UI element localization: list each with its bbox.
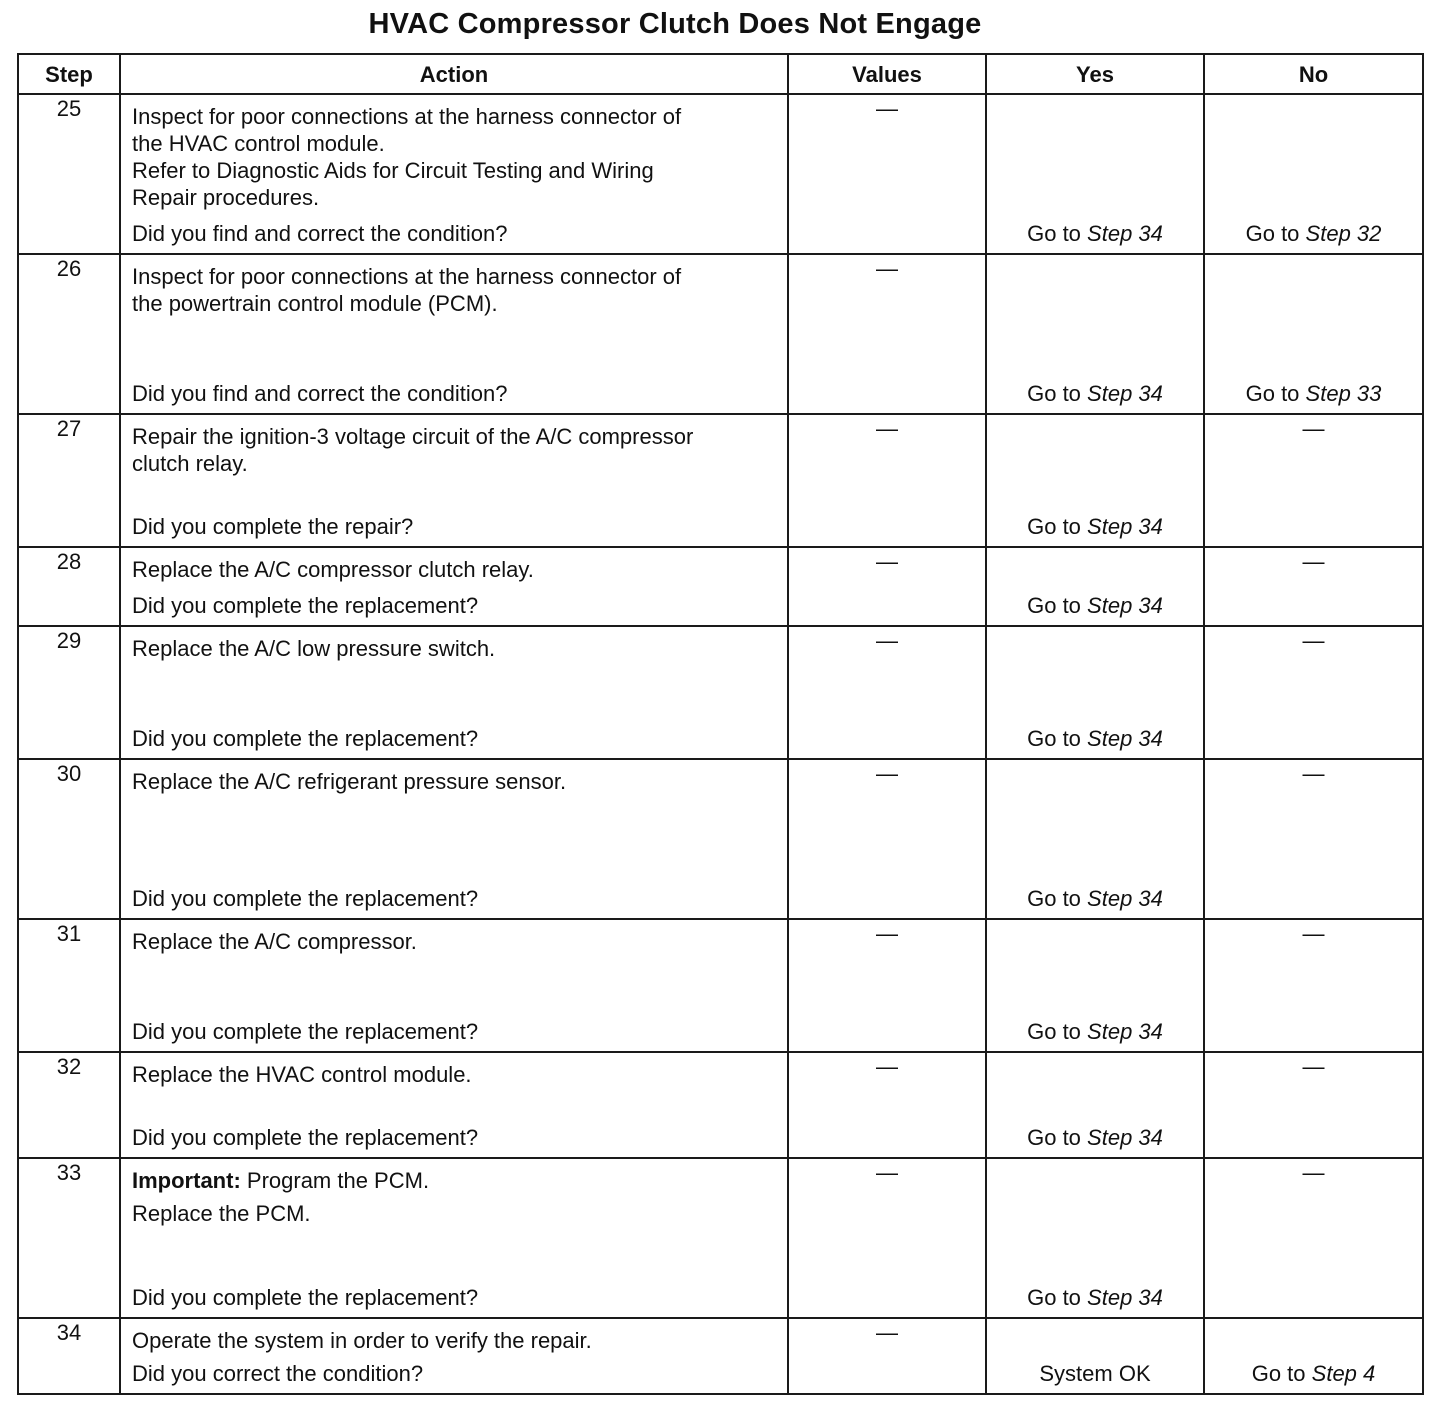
no-step-ref: Step 33 xyxy=(1305,381,1382,406)
action-cell xyxy=(120,626,788,759)
yes-step-ref: Step 34 xyxy=(1087,514,1163,539)
action-cell xyxy=(120,1052,788,1158)
yes-cell: System OK xyxy=(986,1318,1204,1394)
values-cell: — xyxy=(788,1318,986,1394)
action-cell xyxy=(120,759,788,919)
yes-prefix: Go to xyxy=(1027,514,1081,539)
action-line: Replace the A/C low pressure switch. xyxy=(132,636,496,661)
values-cell: — xyxy=(788,94,986,254)
no-prefix: Go to xyxy=(1245,221,1300,246)
yes-cell xyxy=(986,1052,1204,1158)
yes-prefix: Go to xyxy=(1027,1125,1081,1150)
step-number: 31 xyxy=(18,919,120,1052)
action-line: Refer to Diagnostic Aids for Circuit Testing and Wiring xyxy=(132,158,654,183)
no-cell xyxy=(1204,94,1423,254)
diagnostic-table xyxy=(17,53,1424,1395)
header-values: Values xyxy=(788,54,986,94)
yes-prefix: Go to xyxy=(1027,381,1081,406)
action-line: the powertrain control module (PCM). xyxy=(132,291,498,316)
action-question: Did you find and correct the condition? xyxy=(132,381,508,406)
values-cell: — xyxy=(788,759,986,919)
yes-step-ref: Step 34 xyxy=(1087,1019,1163,1044)
values-cell: — xyxy=(788,626,986,759)
table-row xyxy=(18,759,1423,919)
table-header-row xyxy=(18,54,1423,94)
no-cell: — xyxy=(1204,414,1423,547)
yes-step-ref: Step 34 xyxy=(1087,593,1163,618)
page-title: HVAC Compressor Clutch Does Not Engage xyxy=(368,8,982,40)
step-number: 33 xyxy=(18,1158,120,1318)
action-question: Did you complete the replacement? xyxy=(132,1285,479,1310)
no-cell: — xyxy=(1204,919,1423,1052)
action-question: Did you complete the replacement? xyxy=(132,726,479,751)
yes-step-ref: Step 34 xyxy=(1087,726,1163,751)
step-number: 32 xyxy=(18,1052,120,1158)
table-row xyxy=(18,414,1423,547)
action-question: Did you correct the condition? xyxy=(132,1361,424,1386)
header-yes: Yes xyxy=(986,54,1204,94)
action-cell xyxy=(120,547,788,626)
no-step-ref: Step 32 xyxy=(1305,221,1382,246)
yes-step-ref: Step 34 xyxy=(1087,221,1163,246)
important-note xyxy=(132,1167,777,1194)
action-line: clutch relay. xyxy=(132,451,248,476)
important-label: Important: xyxy=(132,1168,241,1193)
action-line: Replace the A/C compressor clutch relay. xyxy=(132,557,534,582)
action-line: Replace the PCM. xyxy=(132,1201,311,1226)
header-step: Step xyxy=(18,54,120,94)
no-cell: — xyxy=(1204,626,1423,759)
action-question: Did you complete the replacement? xyxy=(132,886,479,911)
action-line: Operate the system in order to verify the repair. xyxy=(132,1328,592,1353)
table-row xyxy=(18,1318,1423,1394)
yes-cell xyxy=(986,254,1204,414)
action-line: Inspect for poor connections at the harness connector of xyxy=(132,264,682,289)
yes-cell xyxy=(986,414,1204,547)
action-line: Repair procedures. xyxy=(132,185,320,210)
action-cell xyxy=(120,1318,788,1394)
yes-prefix: Go to xyxy=(1027,221,1081,246)
values-cell: — xyxy=(788,919,986,1052)
action-question: Did you complete the repair? xyxy=(132,514,414,539)
action-cell xyxy=(120,254,788,414)
no-cell: — xyxy=(1204,547,1423,626)
step-number: 25 xyxy=(18,94,120,254)
no-cell: — xyxy=(1204,1052,1423,1158)
important-text: Program the PCM. xyxy=(246,1168,430,1193)
step-number: 27 xyxy=(18,414,120,547)
no-cell: — xyxy=(1204,759,1423,919)
action-line: Replace the A/C compressor. xyxy=(132,929,417,954)
table-row xyxy=(18,919,1423,1052)
action-cell xyxy=(120,94,788,254)
yes-prefix: Go to xyxy=(1027,886,1081,911)
step-number: 26 xyxy=(18,254,120,414)
no-cell xyxy=(1204,1318,1423,1394)
no-prefix: Go to xyxy=(1245,381,1300,406)
step-number: 28 xyxy=(18,547,120,626)
values-cell: — xyxy=(788,254,986,414)
step-number: 29 xyxy=(18,626,120,759)
table-row xyxy=(18,1158,1423,1318)
table-row xyxy=(18,547,1423,626)
yes-prefix: Go to xyxy=(1027,1285,1081,1310)
yes-cell xyxy=(986,919,1204,1052)
table-row xyxy=(18,254,1423,414)
yes-cell xyxy=(986,547,1204,626)
no-cell xyxy=(1204,254,1423,414)
action-line: Inspect for poor connections at the harness connector of xyxy=(132,104,682,129)
action-question: Did you complete the replacement? xyxy=(132,593,479,618)
action-line: Replace the A/C refrigerant pressure sensor. xyxy=(132,769,567,794)
action-line: Repair the ignition-3 voltage circuit of the A/C compressor xyxy=(132,424,694,449)
table-row xyxy=(18,94,1423,254)
yes-cell xyxy=(986,759,1204,919)
action-cell xyxy=(120,919,788,1052)
step-number: 30 xyxy=(18,759,120,919)
yes-prefix: Go to xyxy=(1027,726,1081,751)
yes-step-ref: Step 34 xyxy=(1087,1125,1163,1150)
yes-step-ref: Step 34 xyxy=(1087,381,1163,406)
action-question: Did you find and correct the condition? xyxy=(132,221,508,246)
table-row xyxy=(18,1052,1423,1158)
yes-cell xyxy=(986,94,1204,254)
values-cell: — xyxy=(788,547,986,626)
action-question: Did you complete the replacement? xyxy=(132,1019,479,1044)
action-line: Replace the HVAC control module. xyxy=(132,1062,472,1087)
yes-prefix: Go to xyxy=(1027,1019,1081,1044)
table-row xyxy=(18,626,1423,759)
no-step-ref: Step 4 xyxy=(1311,1361,1376,1386)
yes-prefix: Go to xyxy=(1027,593,1081,618)
step-number: 34 xyxy=(18,1318,120,1394)
no-prefix: Go to xyxy=(1251,1361,1306,1386)
header-no: No xyxy=(1204,54,1423,94)
action-line: the HVAC control module. xyxy=(132,131,385,156)
yes-cell xyxy=(986,1158,1204,1318)
no-cell: — xyxy=(1204,1158,1423,1318)
action-cell xyxy=(120,1158,788,1318)
values-cell: — xyxy=(788,414,986,547)
action-cell xyxy=(120,414,788,547)
yes-cell xyxy=(986,626,1204,759)
yes-step-ref: Step 34 xyxy=(1087,1285,1163,1310)
values-cell: — xyxy=(788,1158,986,1318)
header-action: Action xyxy=(120,54,788,94)
values-cell: — xyxy=(788,1052,986,1158)
yes-step-ref: Step 34 xyxy=(1087,886,1163,911)
action-question: Did you complete the replacement? xyxy=(132,1125,479,1150)
